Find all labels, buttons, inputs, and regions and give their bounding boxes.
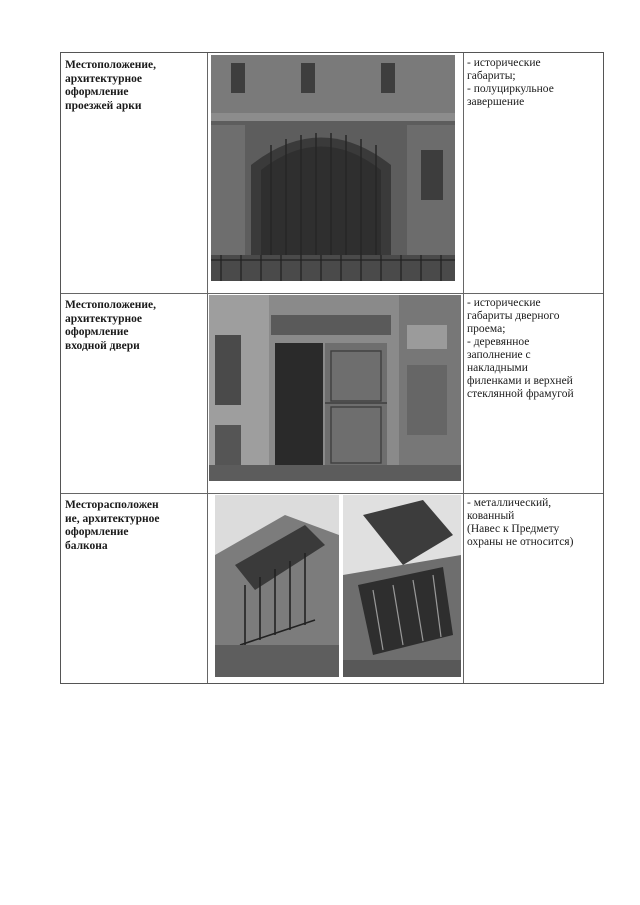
balcony-label: Месторасположен ие, архитектурное оформление балкона	[65, 499, 160, 552]
arch-label: Местоположение, архитектурное оформление проезжей арки	[65, 59, 156, 112]
arch-description: - исторические габариты; - полуциркульное завершение	[467, 57, 554, 108]
balcony-photo-right	[343, 495, 461, 677]
arch-photo	[211, 55, 455, 281]
column-divider	[207, 293, 208, 493]
table-row-arch	[61, 53, 603, 294]
column-divider	[463, 293, 464, 493]
protection-subject-table	[60, 52, 604, 684]
column-divider	[463, 53, 464, 293]
door-description: - исторические габариты дверного проема; - деревянное заполнение с накладными филенками и верхней стеклянной фрамугой	[467, 297, 574, 400]
column-divider	[207, 493, 208, 683]
table-row-balcony	[61, 493, 603, 683]
column-divider	[207, 53, 208, 293]
door-photo	[209, 295, 461, 481]
column-divider	[463, 493, 464, 683]
door-label: Местоположение, архитектурное оформление входной двери	[65, 299, 156, 352]
balcony-photo-left	[215, 495, 339, 677]
table-row-door	[61, 293, 603, 494]
balcony-description: - металлический, кованный (Навес к Предмету охраны не относится)	[467, 497, 574, 548]
